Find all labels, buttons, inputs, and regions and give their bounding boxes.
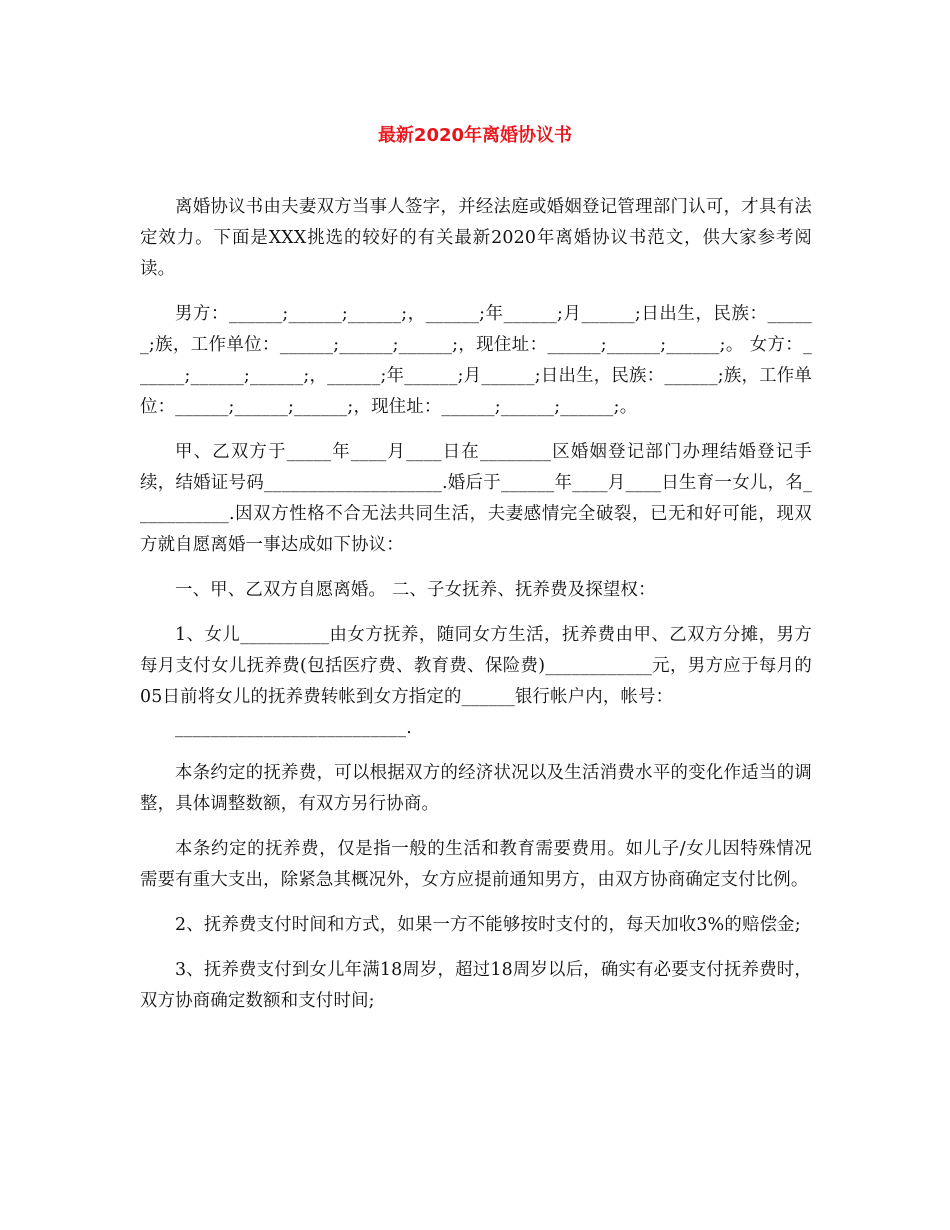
clause-3-paragraph: 3、抚养费支付到女儿年满18周岁，超过18周岁以后，确实有必要支付抚养费时，双方协商确定数额和支付时间;	[140, 960, 812, 1011]
document-body	[140, 192, 812, 1031]
clause-1-paragraph: 1、女儿__________由女方抚养，随同女方生活，抚养费由甲、乙双方分摊，男方每月支付女儿抚养费(包括医疗费、教育费、保险费)____________元，男方应于每月的05日前将女儿的抚养费转帐到女方指定的______银行帐户内，帐号：	[140, 625, 812, 707]
clause-2-paragraph: 2、抚养费支付时间和方式，如果一方不能够按时支付的，每天加收3%的赔偿金;	[175, 915, 801, 935]
parties-paragraph: 男方：______;______;______;，______;年______;月______;日出生，民族：______;族，工作单位：______;______;______;，现住址：______;______;______;。 女方：______;______;______;，______;年______;月______;日出生，民族：______;族，工作单位：______;______;______;，现住址：______;______;______;。	[140, 304, 812, 417]
account-number-line: __________________________.	[175, 718, 413, 738]
clause-heading: 一、甲、乙双方自愿离婚。 二、子女抚养、抚养费及探望权：	[175, 580, 656, 600]
expenses-paragraph: 本条约定的抚养费，仅是指一般的生活和教育需要费用。如儿子/女儿因特殊情况需要有重大支出，除紧急其概况外，女方应提前通知男方，由双方协商确定支付比例。	[140, 839, 812, 890]
intro-paragraph: 离婚协议书由夫妻双方当事人签字，并经法庭或婚姻登记管理部门认可，才具有法定效力。下面是XXX挑选的较好的有关最新2020年离婚协议书范文，供大家参考阅读。	[140, 197, 812, 279]
marriage-paragraph: 甲、乙双方于_____年____月____日在________区婚姻登记部门办理结婚登记手续，结婚证号码____________________.婚后于______年____月____日生育一女儿，名___________.因双方性格不合无法共同生活，夫妻感情完全破裂，已无和好可能，现双方就自愿离婚一事达成如下协议：	[140, 442, 812, 555]
adjustment-paragraph: 本条约定的抚养费，可以根据双方的经济状况以及生活消费水平的变化作适当的调整，具体调整数额，有双方另行协商。	[140, 763, 812, 814]
document-title: 最新2020年离婚协议书	[377, 125, 573, 146]
